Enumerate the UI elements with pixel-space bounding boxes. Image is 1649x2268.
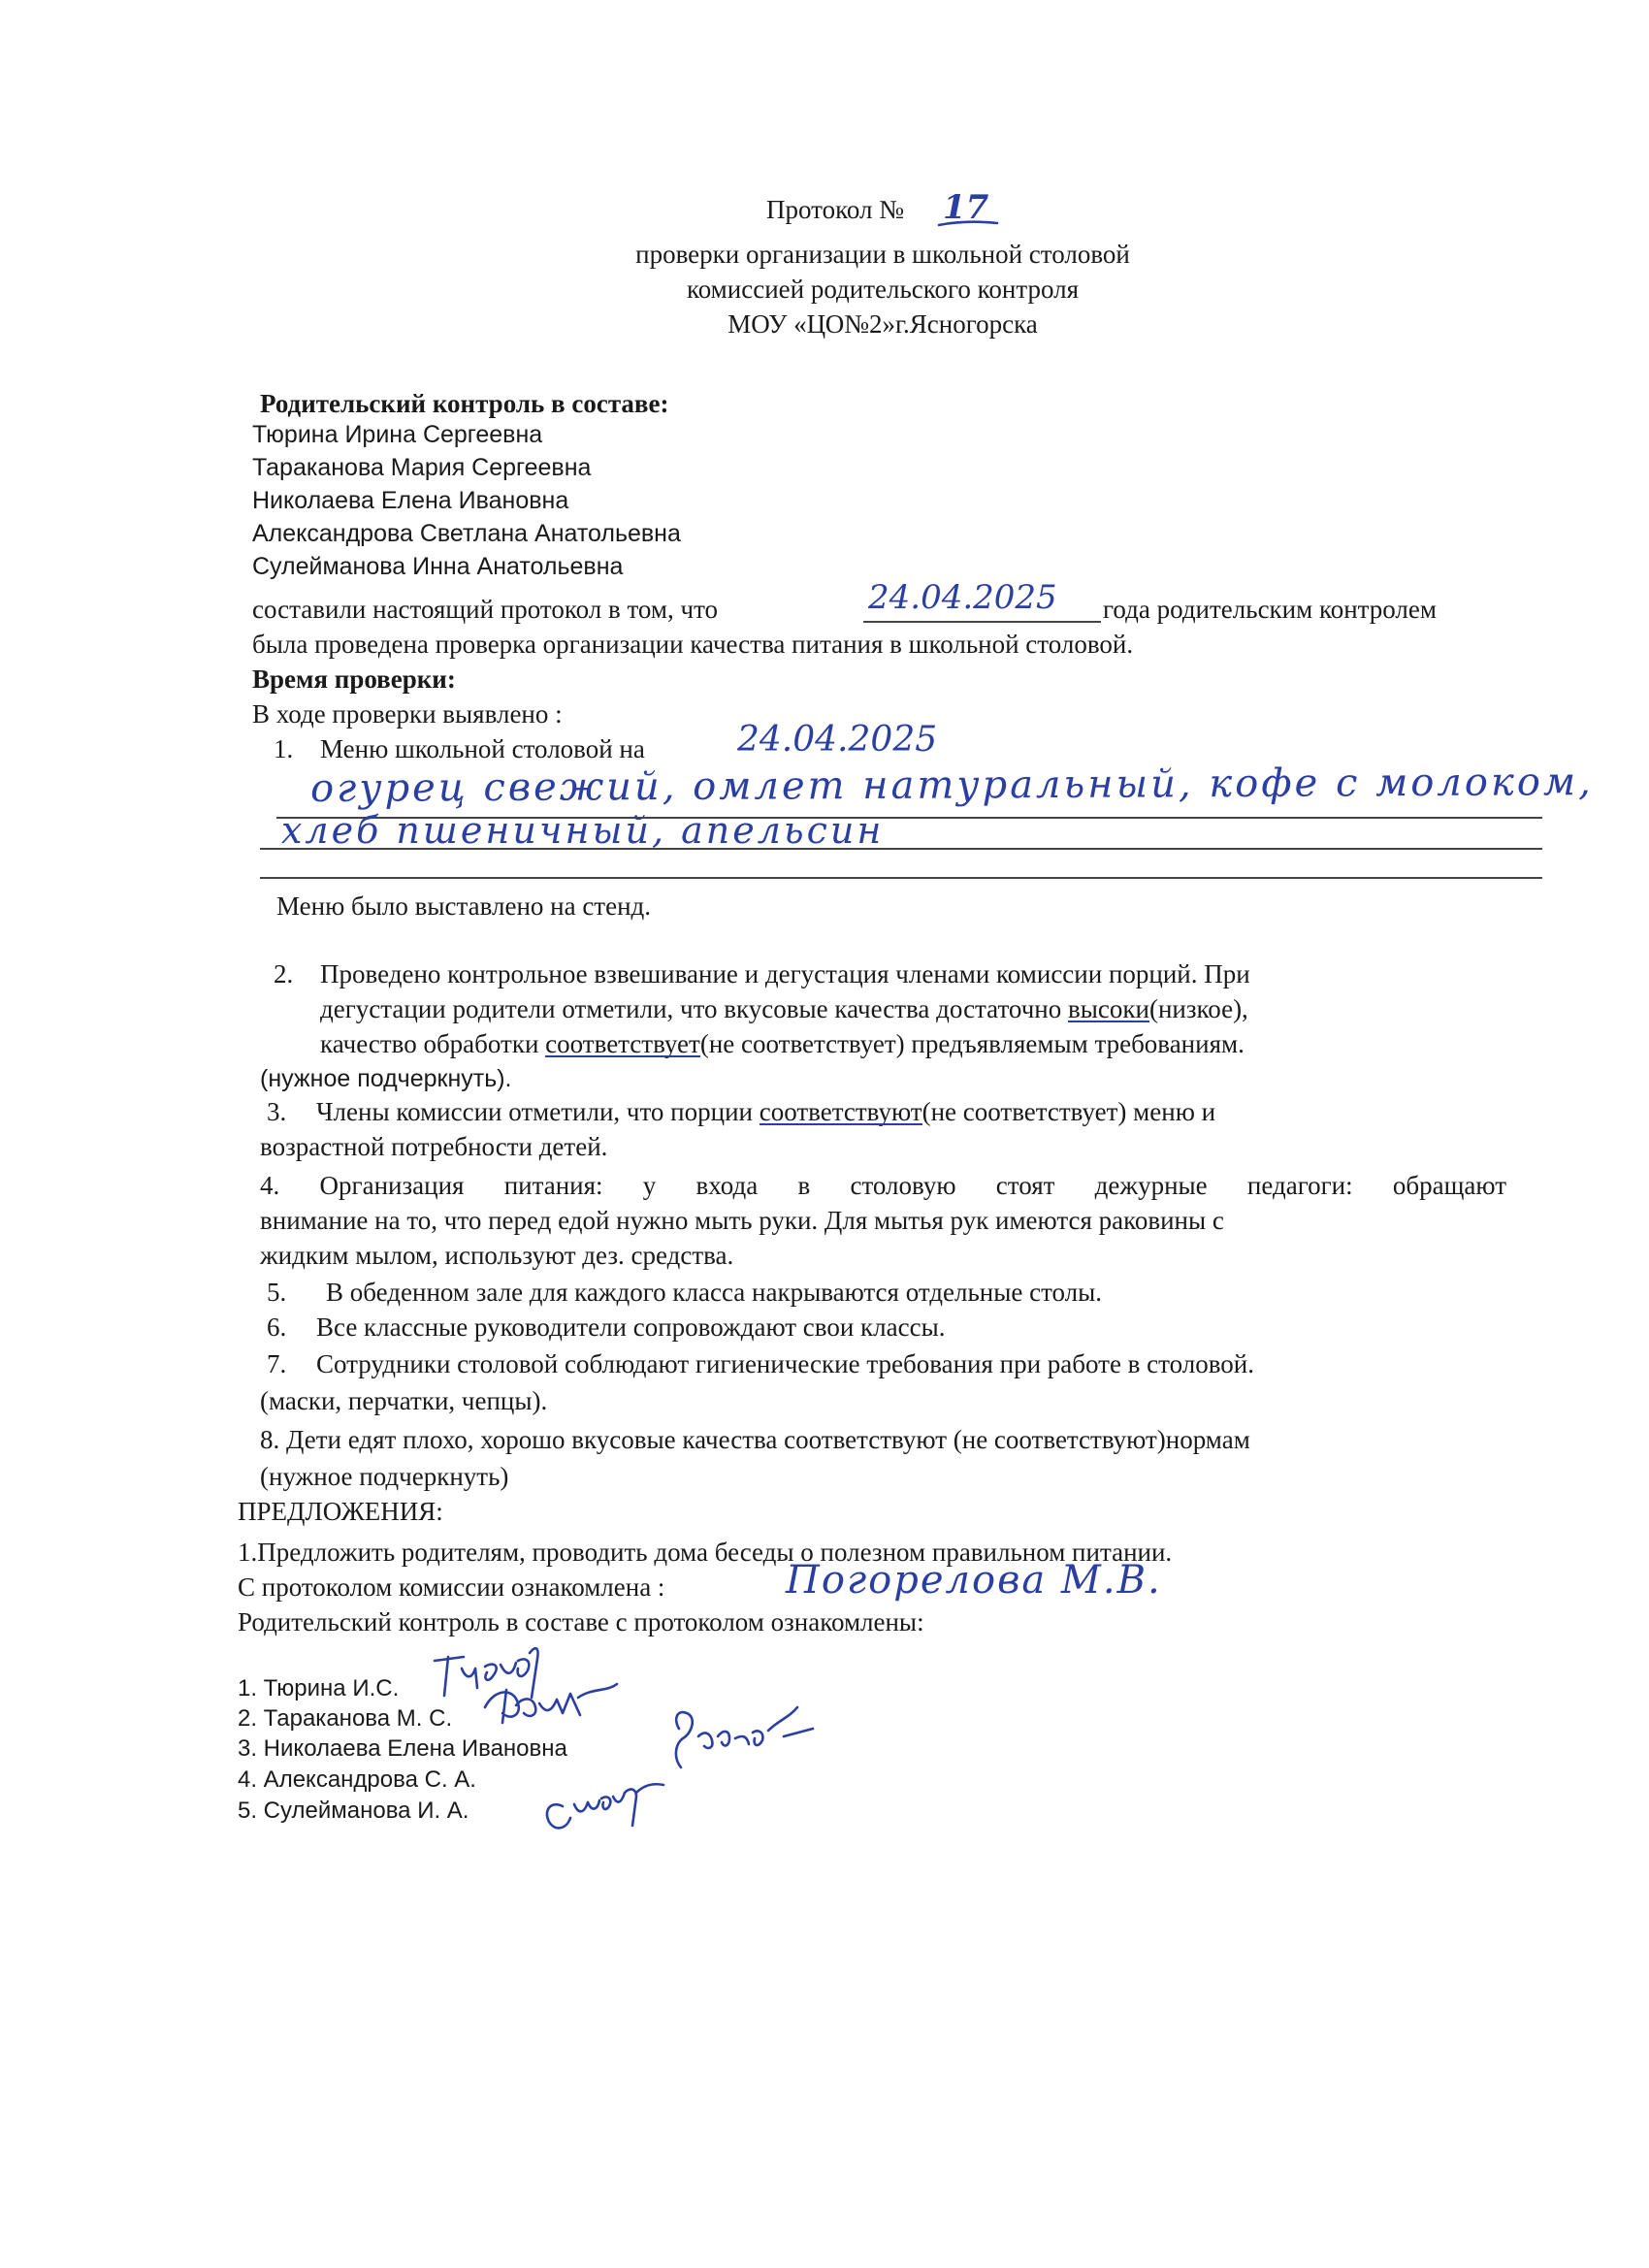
title-prefix: Протокол №	[766, 195, 904, 224]
menu-item-label: Меню школьной столовой на	[320, 734, 645, 763]
item-4-line-2: внимание на то, что перед едой нужно мыть руки. Для мытья рук имеются раковины с	[260, 1206, 1224, 1235]
signature-1-stroke	[435, 1648, 538, 1698]
intro-text-after: года родительским контролем	[1103, 595, 1437, 624]
item-2-underlined-corresponds: соответствует	[545, 1029, 700, 1058]
member-4: Александрова Светлана Анатольевна	[252, 520, 681, 547]
acquainted-signature-handwritten: Погорелова М.В.	[786, 1558, 1162, 1603]
intro-text-before: составили настоящий протокол в том, что	[252, 595, 719, 624]
findings-label: В ходе проверки выявлено :	[252, 699, 563, 729]
menu-posted: Меню было выставлено на стенд.	[276, 891, 652, 921]
item-6-number: 6.	[267, 1312, 287, 1342]
member-2: Тараканова Мария Сергеевна	[252, 454, 592, 481]
protocol-number-handwritten: 17	[943, 188, 989, 227]
item-2-line-3-b: (не соответствует) предъявляемым требованиям.	[699, 1029, 1245, 1058]
item-2-underlined-high: высоки	[1068, 994, 1149, 1023]
menu-items-handwritten-2: хлеб пшеничный, апельсин	[281, 809, 885, 852]
acquainted-label: С протоколом комиссии ознакомлена :	[238, 1572, 665, 1602]
item-2-line-1: Проведено контрольное взвешивание и дегустация членами комиссии порций. При	[320, 959, 1250, 988]
item-4-line-1: 4. Организация питания: у входа в столовую стоят дежурные педагоги: обращают	[260, 1171, 1506, 1200]
intro-date-handwritten: 24.04.2025	[868, 578, 1057, 617]
item-7-line-1: Сотрудники столовой соблюдают гигиенические требования при работе в столовой.	[316, 1349, 1254, 1378]
member-1: Тюрина Ирина Сергеевна	[252, 421, 543, 448]
signature-3-stroke	[676, 1707, 813, 1767]
item-3-underlined-correspond: соответствуют	[759, 1097, 922, 1126]
item-7-line-2: (маски, перчатки, чепцы).	[260, 1386, 548, 1415]
header-line-2: проверки организации в школьной столовой	[635, 240, 1130, 269]
header-line-4: МОУ «ЦО№2»г.Ясногорска	[728, 309, 1038, 339]
signature-label-2: 2. Тараканова М. С.	[238, 1705, 453, 1732]
item-8-line-1: 8. Дети едят плохо, хорошо вкусовые качества соответствуют (не соответствуют)нормам	[260, 1425, 1250, 1454]
signature-label-5: 5. Сулейманова И. А.	[238, 1798, 469, 1824]
number-underline-stroke	[939, 222, 997, 225]
item-8-line-2: (нужное подчеркнуть)	[260, 1462, 509, 1491]
item-7-number: 7.	[267, 1349, 287, 1378]
item-3-line-1-b: (не соответствует) меню и	[922, 1097, 1216, 1126]
menu-date-handwritten: 24.04.2025	[737, 720, 938, 760]
item-5-text: В обеденном зале для каждого класса накрываются отдельные столы.	[326, 1278, 1103, 1307]
item-2-line-2-b: (низкое),	[1148, 994, 1248, 1023]
item-6-text: Все классные руководители сопровождают свои классы.	[316, 1312, 946, 1342]
intro-line-2: была проведена проверка организации качества питания в школьной столовой.	[252, 630, 1134, 659]
item-3-number: 3.	[267, 1097, 287, 1126]
proposal-1: 1.Предложить родителям, проводить дома беседы о полезном правильном питании.	[238, 1538, 1173, 1567]
menu-items-handwritten-1: огурец свежий, омлет натуральный, кофе с молоком,	[309, 760, 1594, 811]
header-line-3: комиссией родительского контроля	[686, 275, 1080, 304]
signature-5-stroke	[547, 1784, 663, 1828]
item-5-number: 5.	[267, 1278, 287, 1307]
member-3: Николаева Елена Ивановна	[252, 487, 569, 514]
item-4-line-3: жидким мылом, используют дез. средства.	[260, 1241, 734, 1270]
item-3-line-1-a: Члены комиссии отметили, что порции	[316, 1097, 760, 1126]
proposals-heading: ПРЕДЛОЖЕНИЯ:	[238, 1497, 443, 1526]
signature-label-4: 4. Александрова С. А.	[238, 1766, 476, 1793]
signature-label-1: 1. Тюрина И.С.	[238, 1675, 400, 1701]
signature-2-stroke	[485, 1684, 617, 1723]
composition-heading: Родительский контроль в составе:	[260, 389, 669, 418]
composition-acquainted: Родительский контроль в составе с протоколом ознакомлены:	[238, 1607, 924, 1636]
item-2-line-2-a: дегустации родители отметили, что вкусовые качества достаточно	[320, 994, 1068, 1023]
member-5: Сулейманова Инна Анатольевна	[252, 553, 624, 580]
check-time-label: Время проверки:	[252, 664, 456, 694]
signature-label-3: 3. Николаева Елена Ивановна	[238, 1735, 567, 1762]
item-3-line-2: возрастной потребности детей.	[260, 1132, 608, 1161]
menu-item-number: 1.	[274, 734, 294, 763]
item-2-line-4: (нужное подчеркнуть).	[260, 1065, 512, 1092]
item-2-number: 2.	[274, 959, 294, 988]
item-2-line-3-a: качество обработки	[320, 1029, 546, 1058]
